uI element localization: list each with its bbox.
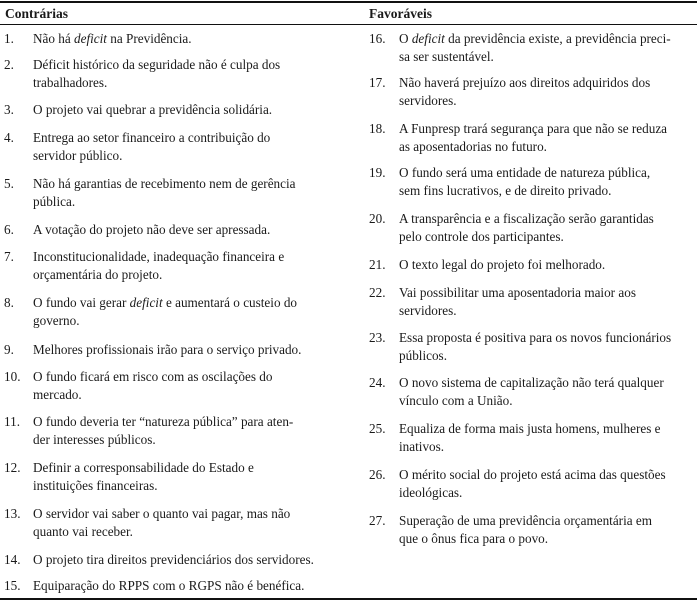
item-number: 24. <box>369 375 386 390</box>
item-text-line: orçamentária do projeto. <box>33 266 163 282</box>
bottom-rule <box>0 598 697 600</box>
list-item <box>4 56 324 91</box>
item-text-line: vínculo com a União. <box>399 392 513 408</box>
item-number: 6. <box>4 222 14 237</box>
item-text-line: O fundo vai gerar deficit e aumentará o custeio do <box>33 295 298 310</box>
item-text-line: O fundo deveria ter “natureza pública” para aten- <box>33 414 294 429</box>
item-number: 10. <box>4 369 21 384</box>
header-favoraveis: Favoráveis <box>369 6 432 21</box>
item-text-line: sa ser sustentável. <box>399 48 494 64</box>
item-text-line: instituições financeiras. <box>33 477 158 493</box>
list-item <box>369 329 694 364</box>
list-item <box>4 101 324 119</box>
header-contrarias: Contrárias <box>5 6 68 21</box>
item-number: 8. <box>4 295 14 310</box>
list-item <box>4 248 324 283</box>
item-text-line: O fundo ficará em risco com as oscilações do <box>33 369 273 384</box>
item-number: 9. <box>4 342 14 357</box>
list-item <box>4 129 324 164</box>
item-number: 7. <box>4 249 14 264</box>
item-text-line: que o ônus fica para o povo. <box>399 530 549 546</box>
item-text-line: servidores. <box>399 92 457 108</box>
list-item <box>369 164 694 199</box>
item-number: 22. <box>369 285 386 300</box>
item-number: 27. <box>369 513 386 528</box>
list-item <box>4 505 324 540</box>
list-item <box>369 210 694 245</box>
item-text-line: governo. <box>33 312 80 328</box>
item-text-line: O servidor vai saber o quanto vai pagar, mas não <box>33 506 291 521</box>
item-text-line: as aposentadorias no futuro. <box>399 138 547 154</box>
list-item <box>4 577 324 595</box>
item-number: 12. <box>4 460 21 475</box>
item-text-line: Equaliza de forma mais justa homens, mulheres e <box>399 421 661 436</box>
item-text-line: O mérito social do projeto está acima das questões <box>399 467 666 482</box>
list-item <box>369 466 694 501</box>
item-text-line: sem fins lucrativos, e de direito privado. <box>399 182 612 198</box>
item-text-line: Vai possibilitar uma aposentadoria maior aos <box>399 285 636 300</box>
list-item <box>369 284 694 319</box>
list-item <box>369 30 694 65</box>
list-item <box>4 551 324 569</box>
item-number: 20. <box>369 211 386 226</box>
list-item <box>369 374 694 409</box>
item-text-line: O deficit da previdência existe, a previdência preci- <box>399 31 671 46</box>
item-text-line: Essa proposta é positiva para os novos funcionários <box>399 330 672 345</box>
item-number: 5. <box>4 176 14 191</box>
item-text-line: der interesses públicos. <box>33 431 156 447</box>
item-text-line: mercado. <box>33 386 82 402</box>
list-item <box>4 368 324 403</box>
item-text-line: Não há garantias de recebimento nem de gerência <box>33 176 296 191</box>
header-rule <box>0 24 697 25</box>
list-item <box>369 74 694 109</box>
list-item <box>369 512 694 547</box>
item-number: 18. <box>369 121 386 136</box>
item-text-line: Melhores profissionais irão para o serviço privado. <box>33 342 302 357</box>
item-text-line: inativos. <box>399 438 445 454</box>
list-item <box>369 420 694 455</box>
item-number: 26. <box>369 467 386 482</box>
item-text-line: O novo sistema de capitalização não terá qualquer <box>399 375 664 390</box>
item-number: 16. <box>369 31 386 46</box>
item-text-line: ideológicas. <box>399 484 463 500</box>
item-text-line: servidores. <box>399 302 457 318</box>
top-rule <box>0 1 697 3</box>
item-number: 21. <box>369 257 386 272</box>
item-text-line: O texto legal do projeto foi melhorado. <box>399 257 606 272</box>
item-text-line: servidor público. <box>33 147 123 163</box>
list-item <box>4 413 324 448</box>
item-number: 19. <box>369 165 386 180</box>
list-item <box>4 459 324 494</box>
list-item <box>4 30 324 48</box>
list-item <box>4 221 324 239</box>
item-text-line: A Funpresp trará segurança para que não se reduza <box>399 121 668 136</box>
item-text-line: Definir a corresponsabilidade do Estado e <box>33 460 254 475</box>
item-text-line: quanto vai receber. <box>33 523 133 539</box>
list-item <box>4 175 324 210</box>
item-number: 17. <box>369 75 386 90</box>
item-text-line: Inconstitucionalidade, inadequação financeira e <box>33 249 285 264</box>
item-text-line: Equiparação do RPPS com o RGPS não é benéfica. <box>33 578 305 593</box>
list-item <box>4 294 324 329</box>
item-number: 1. <box>4 31 14 46</box>
item-text-line: Déficit histórico da seguridade não é culpa dos <box>33 57 281 72</box>
item-text-line: Entrega ao setor financeiro a contribuição do <box>33 130 271 145</box>
item-number: 15. <box>4 578 21 593</box>
list-item <box>4 341 324 359</box>
item-text-line: O projeto vai quebrar a previdência solidária. <box>33 102 273 117</box>
item-text-line: O fundo será uma entidade de natureza pública, <box>399 165 651 180</box>
item-number: 4. <box>4 130 14 145</box>
item-number: 25. <box>369 421 386 436</box>
item-text-line: trabalhadores. <box>33 74 108 90</box>
item-text-line: Não há deficit na Previdência. <box>33 31 192 46</box>
item-text-line: Superação de uma previdência orçamentária em <box>399 513 652 528</box>
list-item <box>369 120 694 155</box>
item-number: 11. <box>4 414 20 429</box>
item-text-line: pública. <box>33 193 76 209</box>
item-number: 13. <box>4 506 21 521</box>
item-text-line: A transparência e a fiscalização serão garantidas <box>399 211 654 226</box>
item-number: 2. <box>4 57 14 72</box>
item-text-line: Não haverá prejuízo aos direitos adquiridos dos <box>399 75 651 90</box>
item-number: 3. <box>4 102 14 117</box>
item-text-line: A votação do projeto não deve ser apressada. <box>33 222 271 237</box>
item-number: 14. <box>4 552 21 567</box>
item-number: 23. <box>369 330 386 345</box>
list-item <box>369 256 694 274</box>
item-text-line: pelo controle dos participantes. <box>399 228 564 244</box>
item-text-line: públicos. <box>399 347 447 363</box>
item-text-line: O projeto tira direitos previdenciários dos servidores. <box>33 552 314 567</box>
